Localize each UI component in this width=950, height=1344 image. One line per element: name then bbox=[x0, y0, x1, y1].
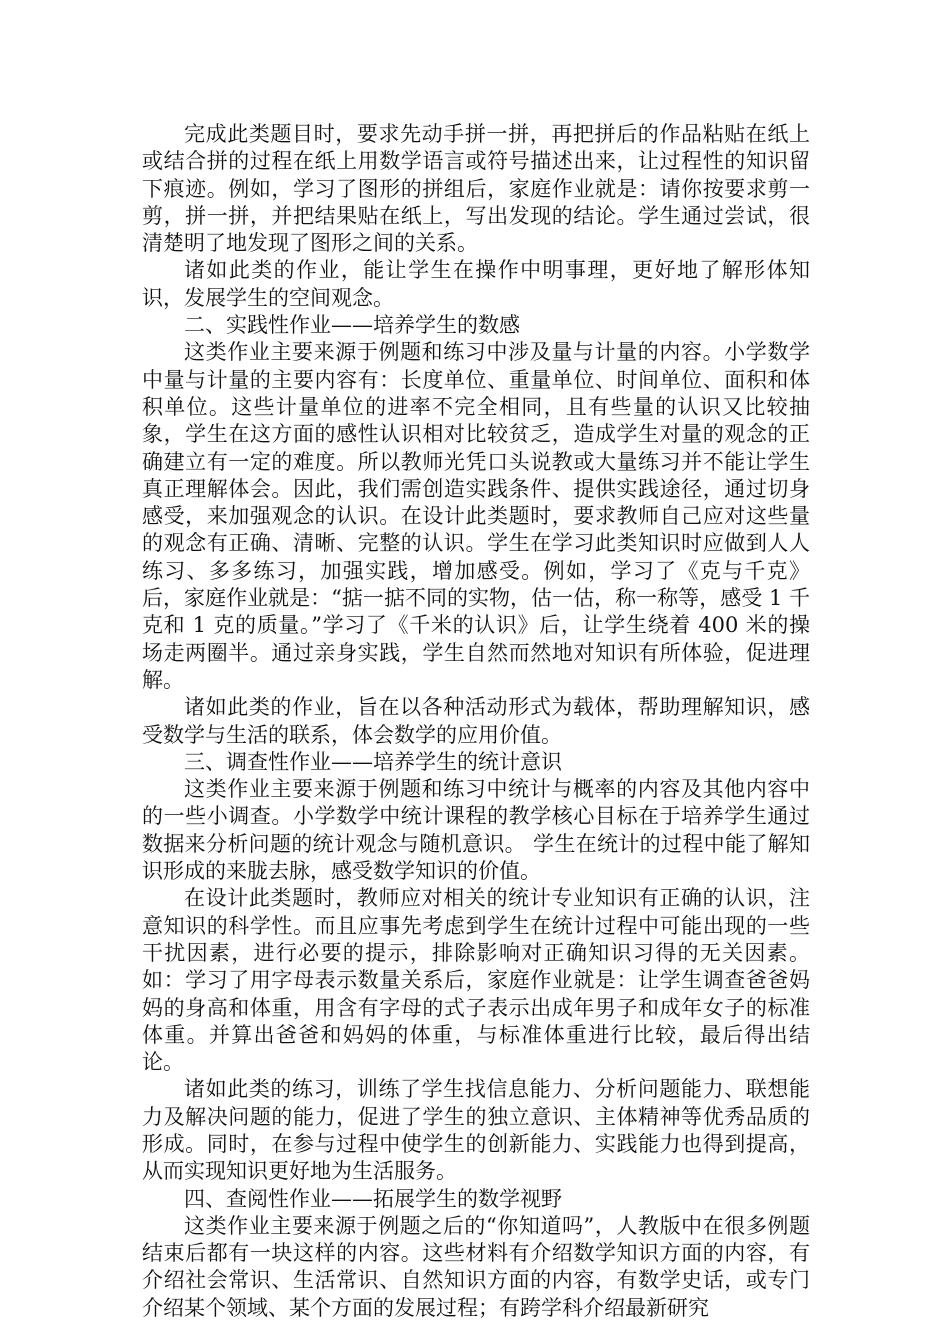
paragraph-7: 诸如此类的练习，训练了学生找信息能力、分析问题能力、联想能力及解决问题的能力，促进了学生的独立意识、主体精神等优秀品质的形成。同时，在参与过程中使学生的创新能力、实践能力也得到提高，从而实现知识更好地为生活服务。 bbox=[142, 1077, 810, 1184]
section-heading-3: 三、调查性作业——培养学生的统计意识 bbox=[184, 749, 562, 774]
paragraph-3: 这类作业主要来源于例题和练习中涉及量与计量的内容。小学数学中量与计量的主要内容有：长度单位、重量单位、时间单位、面积和体积单位。这些计量单位的进率不完全相同，且有些量的认识又比较抽象，学生在这方面的感性认识相对比较贫乏，造成学生对量的观念的正确建立有一定的难度。所以教师光凭口头说教或大量练习并不能让学生真正理解体会。因此，我们需创造实践条件、提供实践途径，通过切身感受，来加强观念的认识。在设计此类题时，要求教师自己应对这些量的观念有正确、清晰、完整的认识。学生在学习此类知识时应做到人人练习、多多练习，加强实践，增加感受。例如，学习了《克与千克》后，家庭作业就是：“掂一掂不同的实物，估一估，称一称等，感受 1 千克和 1 克的质量。”学习了《千米的认识》后，让学生绕着 400 米的操场走两圈半。通过亲身实践，学生自然而然地对知识有所体验，促进理解。 bbox=[142, 340, 810, 692]
paragraph-5: 这类作业主要来源于例题和练习中统计与概率的内容及其他内容中的一些小调查。小学数学中统计课程的教学核心目标在于培养学生通过数据来分析问题的统计观念与随机意识。 学生在统计的过程中能了解知识形成的来胧去脉，感受数学知识的价值。 bbox=[142, 777, 810, 884]
paragraph-2: 诸如此类的作业，能让学生在操作中明事理，更好地了解形体知识，发展学生的空间观念。 bbox=[142, 258, 810, 310]
body-text bbox=[142, 121, 810, 1322]
paragraph-1: 完成此类题目时，要求先动手拼一拼，再把拼后的作品粘贴在纸上或结合拼的过程在纸上用数学语言或符号描述出来，让过程性的知识留下痕迹。例如，学习了图形的拼组后，家庭作业就是：请你按要求剪一剪，拼一拼，并把结果贴在纸上，写出发现的结论。学生通过尝试，很清楚明了地发现了图形之间的关系。 bbox=[142, 122, 810, 256]
paragraph-6: 在设计此类题时，教师应对相关的统计专业知识有正确的认识，注意知识的科学性。而且应事先考虑到学生在统计过程中可能出现的一些干扰因素，进行必要的提示，排除影响对正确知识习得的无关因素。如：学习了用字母表示数量关系后，家庭作业就是：让学生调查爸爸妈妈的身高和体重，用含有字母的式子表示出成年男子和成年女子的标准体重。并算出爸爸和妈妈的体重，与标准体重进行比较，最后得出结论。 bbox=[142, 886, 810, 1075]
section-heading-4: 四、查阅性作业——拓展学生的数学视野 bbox=[184, 1186, 562, 1211]
section-heading-2: 二、实践性作业——培养学生的数感 bbox=[184, 313, 520, 338]
paragraph-4: 诸如此类的作业，旨在以各种活动形式为载体，帮助理解知识，感受数学与生活的联系，体会数学的应用价值。 bbox=[142, 695, 810, 747]
paragraph-8: 这类作业主要来源于例题之后的“你知道吗”，人教版中在很多例题结束后都有一块这样的内容。这些材料有介绍数学知识方面的内容，有介绍社会常识、生活常识、自然知识方面的内容，有数学史话，或专门介绍某个领域、某个方面的发展过程；有跨学科介绍最新研究 bbox=[142, 1213, 810, 1320]
